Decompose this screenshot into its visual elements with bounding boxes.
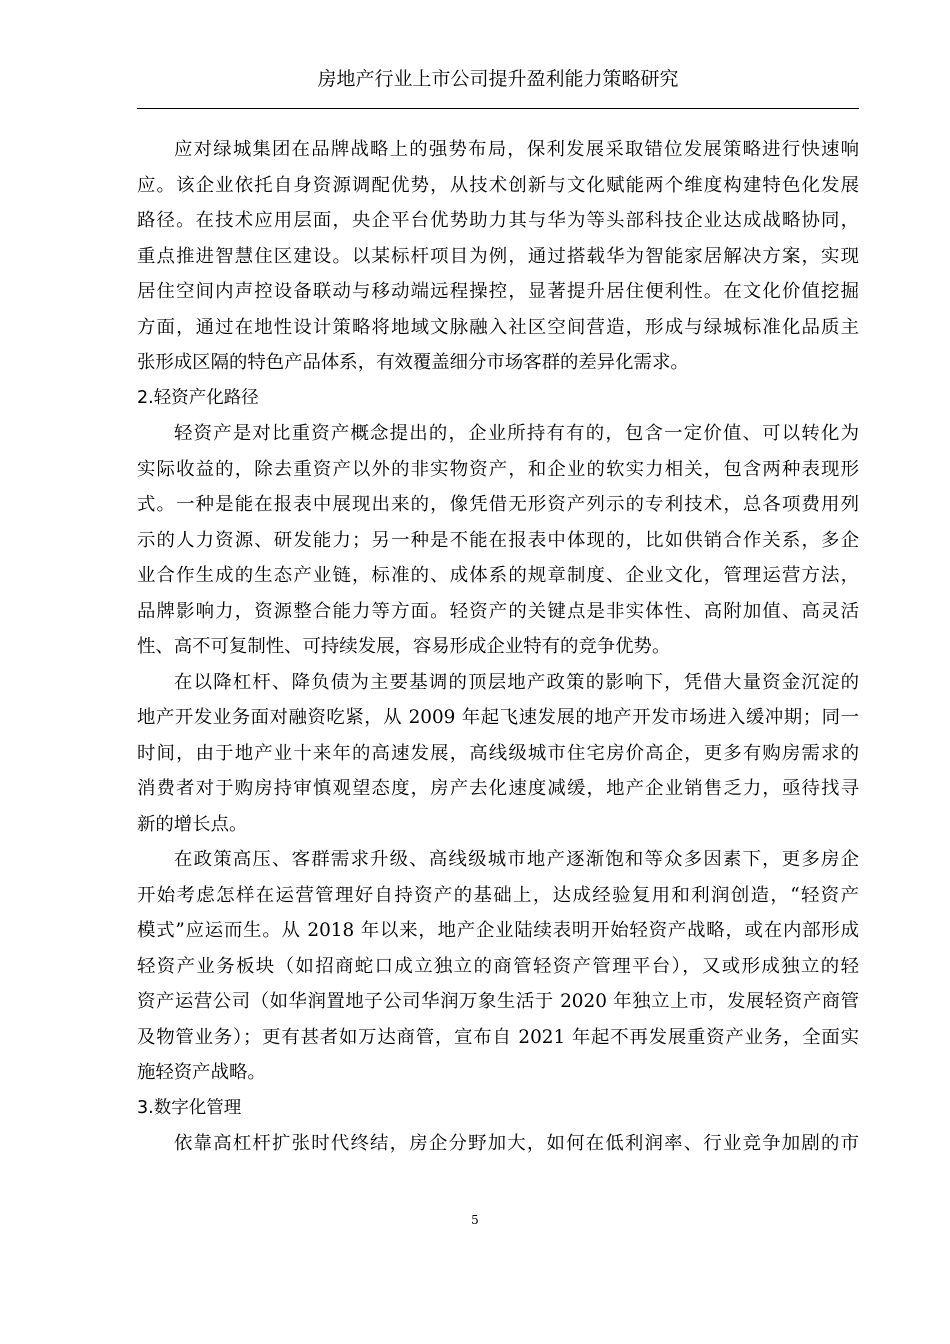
text-line: 资产运营公司（如华润置地子公司华润万象生活于 2020 年独立上市，发展轻资产商管 bbox=[137, 991, 859, 1012]
paragraph-policy-background bbox=[137, 665, 859, 843]
paragraph-light-asset-model bbox=[137, 842, 859, 1091]
paragraph-light-asset-definition bbox=[137, 416, 859, 665]
text-line: 品牌影响力，资源整合能力等方面。轻资产的关键点是非实体性、高附加值、高灵活 bbox=[137, 600, 859, 622]
text-line: 业合作生成的生态产业链，标准的、成体系的规章制度、企业文化，管理运营方法， bbox=[137, 565, 859, 586]
text-line: 性、高不可复制性、可持续发展，容易形成企业特有的竞争优势。 bbox=[137, 636, 671, 657]
text-line: 居住空间内声控设备联动与移动端远程操控，显著提升居住便利性。在文化价值挖掘 bbox=[137, 281, 859, 302]
text-line: 在以降杠杆、降负债为主要基调的顶层地产政策的影响下，凭借大量资金沉淀的 bbox=[174, 671, 859, 693]
text-line: 依靠高杠杆扩张时代终结，房企分野加大，如何在低利润率、行业竞争加剧的市 bbox=[174, 1133, 859, 1154]
text-line: 应。该企业依托自身资源调配优势，从技术创新与文化赋能两个维度构建特色化发展 bbox=[137, 174, 859, 196]
text-line: 模式”应运而生。从 2018 年以来，地产企业陆续表明开始轻资产战略，或在内部形成 bbox=[137, 920, 859, 941]
text-line: 实际收益的，除去重资产以外的非实物资产，和企业的软实力相关，包含两种表现形 bbox=[137, 458, 859, 480]
text-line: 消费者对于购房持审慎观望态度，房产去化速度减缓，地产企业销售乏力，亟待找寻 bbox=[137, 778, 859, 799]
text-line: 时间，由于地产业十来年的高速发展，高线级城市住宅房价高企，更多有购房需求的 bbox=[137, 742, 859, 764]
text-line: 施轻资产战略。 bbox=[137, 1062, 266, 1083]
text-line: 应对绿城集团在品牌战略上的强势布局，保利发展采取错位发展策略进行快速响 bbox=[174, 139, 859, 160]
text-line: 及物管业务）；更有甚者如万达商管，宣布自 2021 年起不再发展重资产业务，全面实 bbox=[137, 1026, 859, 1048]
text-line: 张形成区隔的特色产品体系，有效覆盖细分市场客群的差异化需求。 bbox=[137, 352, 689, 373]
document-body bbox=[137, 132, 859, 1162]
text-line: 轻资产业务板块（如招商蛇口成立独立的商管轻资产管理平台），又或形成独立的轻 bbox=[137, 955, 859, 977]
text-line: 轻资产是对比重资产概念提出的，企业所持有有的，包含一定价值、可以转化为 bbox=[174, 423, 859, 444]
text-line: 新的增长点。 bbox=[137, 813, 248, 835]
header-divider bbox=[137, 108, 859, 109]
text-line: 示的人力资源、研发能力；另一种是不能在报表中体现的，比如供销合作关系，多企 bbox=[137, 529, 859, 551]
text-line: 重点推进智慧住区建设。以某标杆项目为例，通过搭载华为智能家居解决方案，实现 bbox=[137, 245, 859, 267]
paragraph-digital-management bbox=[137, 1126, 859, 1162]
paragraph-brand-strategy bbox=[137, 132, 859, 381]
text-line: 方面，通过在地性设计策略将地域文脉融入社区空间营造，形成与绿城标准化品质主 bbox=[137, 316, 859, 338]
page-header-title: 房地产行业上市公司提升盈利能力策略研究 bbox=[317, 68, 679, 90]
section-heading-digital: 3.数字化管理 bbox=[137, 1097, 242, 1118]
text-line: 式。一种是能在报表中展现出来的，像凭借无形资产列示的专利技术，总各项费用列 bbox=[137, 494, 859, 515]
page-number: 5 bbox=[471, 1213, 479, 1227]
text-line: 地产开发业务面对融资吃紧，从 2009 年起飞速发展的地产开发市场进入缓冲期；同一 bbox=[137, 707, 859, 728]
text-line: 路径。在技术应用层面，央企平台优势助力其与华为等头部科技企业达成战略协同， bbox=[137, 210, 859, 231]
section-heading-light-asset: 2.轻资产化路径 bbox=[137, 387, 259, 408]
text-line: 开始考虑怎样在运营管理好自持资产的基础上，达成经验复用和利润创造，“轻资产 bbox=[137, 884, 859, 906]
text-line: 在政策高压、客群需求升级、高线级城市地产逐渐饱和等众多因素下，更多房企 bbox=[174, 849, 859, 870]
